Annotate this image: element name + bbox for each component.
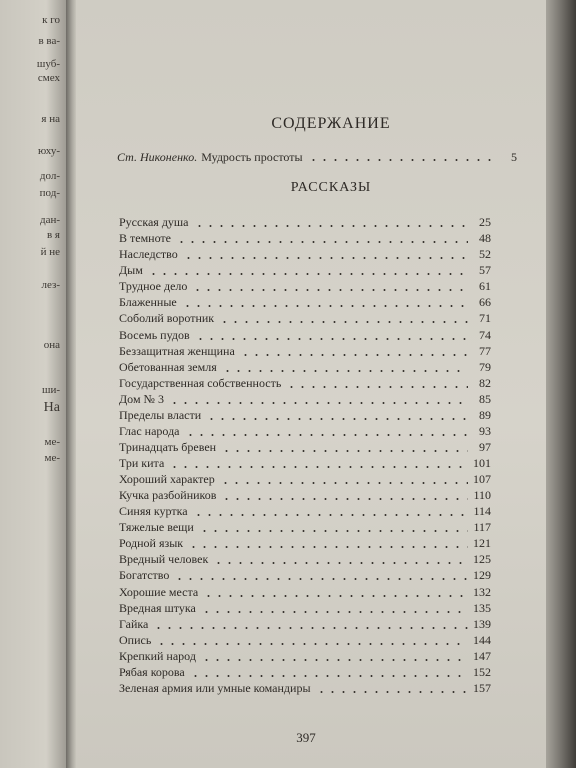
- preface-author: Ст. Никоненко.: [117, 150, 198, 164]
- story-page-number: 139: [473, 616, 491, 631]
- story-title: Обетованная земля: [119, 359, 217, 374]
- story-page-number: 25: [479, 215, 491, 230]
- dot-leader: [183, 257, 468, 259]
- toc-entry: [119, 358, 491, 374]
- dot-leader: [156, 643, 468, 645]
- left-page-text-fragment: шуб-: [36, 58, 60, 70]
- dot-leader: [182, 305, 468, 307]
- story-title: Хорошие места: [119, 584, 199, 599]
- left-page: [0, 0, 66, 768]
- story-title: Опись: [119, 632, 152, 647]
- dot-leader: [185, 434, 468, 436]
- dot-leader: [195, 338, 468, 340]
- story-title: Родной язык: [119, 536, 184, 551]
- dot-leader: [192, 289, 468, 291]
- preface-page-number: 5: [511, 150, 517, 164]
- dot-leader: [316, 691, 468, 693]
- toc-entry: [119, 486, 491, 502]
- story-title: Русская душа: [119, 215, 189, 230]
- dot-leader: [199, 530, 468, 532]
- toc-entry: [119, 679, 491, 695]
- page-number: 397: [296, 730, 316, 745]
- dot-leader: [222, 370, 468, 372]
- story-title: Гайка: [119, 616, 149, 631]
- story-title: Хороший характер: [119, 472, 215, 487]
- story-title: Дом № 3: [119, 391, 164, 406]
- left-page-text-fragment: дол-: [39, 170, 60, 182]
- preface-entry: [117, 150, 517, 168]
- story-title: Богатство: [119, 568, 170, 583]
- left-page-text-fragment: ме-: [44, 436, 60, 448]
- toc-entry: [119, 229, 491, 245]
- story-page-number: 97: [479, 439, 491, 454]
- story-page-number: 61: [479, 279, 491, 294]
- left-page-text-fragment: к го: [42, 14, 60, 26]
- story-page-number: 129: [473, 568, 491, 583]
- toc-entry: [119, 342, 491, 358]
- story-page-number: 79: [479, 359, 491, 374]
- story-page-number: 144: [473, 632, 491, 647]
- left-page-text-fragment: ши-: [41, 384, 60, 396]
- left-page-text-fragment: я на: [41, 113, 60, 125]
- toc-entry: [119, 566, 491, 582]
- story-page-number: 57: [479, 263, 491, 278]
- story-page-number: 132: [473, 584, 491, 599]
- dot-leader: [176, 241, 468, 243]
- story-page-number: 110: [473, 488, 491, 503]
- left-page-text-fragment: юху-: [37, 145, 60, 157]
- story-title: В темноте: [119, 231, 172, 246]
- toc-entry: [119, 647, 491, 663]
- left-page-text-fragment: смех: [37, 72, 60, 84]
- dot-leader: [194, 225, 469, 227]
- preface-title: Мудрость простоты: [201, 150, 303, 164]
- story-page-number: 82: [479, 375, 491, 390]
- story-title: Блаженные: [119, 295, 177, 310]
- right-page: [76, 0, 546, 768]
- dot-leader: [240, 354, 468, 356]
- toc-entry: [119, 245, 491, 261]
- story-title: Вредная штука: [119, 600, 196, 615]
- section-heading: РАССКАЗЫ: [290, 180, 372, 195]
- story-title: Зеленая армия или умные командиры: [119, 680, 311, 695]
- story-title: Тяжелые вещи: [119, 520, 194, 535]
- story-title: Синяя куртка: [119, 504, 188, 519]
- story-title: Вредный человек: [119, 552, 209, 567]
- toc-entry: [119, 454, 491, 470]
- story-title: Крепкий народ: [119, 648, 196, 663]
- toc-entry: [119, 325, 491, 341]
- story-page-number: 52: [479, 247, 491, 262]
- story-title: Кучка разбойников: [119, 488, 217, 503]
- dot-leader: [201, 659, 468, 661]
- story-title: Наследство: [119, 247, 178, 262]
- story-page-number: 135: [473, 600, 491, 615]
- left-page-text-fragment: в ва-: [38, 35, 60, 47]
- toc-entry: [119, 631, 491, 647]
- dot-leader: [206, 418, 468, 420]
- dot-leader: [221, 450, 468, 452]
- toc-entry: [119, 470, 491, 486]
- toc-entry: [119, 422, 491, 438]
- dot-leader: [193, 514, 468, 516]
- story-page-number: 117: [473, 520, 491, 535]
- story-page-number: 66: [479, 295, 491, 310]
- story-page-number: 89: [479, 407, 491, 422]
- left-page-text-fragment: й не: [40, 246, 60, 258]
- toc-entry: [119, 374, 491, 390]
- left-page-text-fragment: ме-: [44, 452, 60, 464]
- toc-entry: [119, 582, 491, 598]
- toc-list: [119, 213, 491, 695]
- story-page-number: 74: [479, 327, 491, 342]
- story-title: Восемь пудов: [119, 327, 190, 342]
- page-title: СОДЕРЖАНИЕ: [271, 115, 391, 132]
- toc-entry: [119, 406, 491, 422]
- story-page-number: 121: [473, 536, 491, 551]
- dot-leader: [308, 159, 494, 161]
- toc-entry: [119, 213, 491, 229]
- story-page-number: 85: [479, 391, 491, 406]
- dot-leader: [221, 498, 468, 500]
- toc-entry: [119, 293, 491, 309]
- dot-leader: [188, 546, 468, 548]
- toc-entry: [119, 550, 491, 566]
- story-title: Пределы власти: [119, 407, 202, 422]
- story-page-number: 125: [473, 552, 491, 567]
- toc-entry: [119, 390, 491, 406]
- story-title: Трудное дело: [119, 279, 188, 294]
- dot-leader: [169, 466, 468, 468]
- left-page-text-fragment: лез-: [41, 279, 60, 291]
- dot-leader: [174, 578, 468, 580]
- book-gutter: [66, 0, 76, 768]
- story-page-number: 101: [473, 456, 491, 470]
- left-page-text-fragment: она: [43, 339, 60, 351]
- dot-leader: [203, 595, 468, 597]
- dot-leader: [220, 482, 468, 484]
- toc-entry: [119, 663, 491, 679]
- toc-entry: [119, 599, 491, 615]
- dot-leader: [201, 611, 468, 613]
- story-page-number: 114: [473, 504, 491, 519]
- left-page-text-fragment: в я: [46, 229, 60, 241]
- toc-entry: [119, 277, 491, 293]
- toc-entry: [119, 502, 491, 518]
- story-page-number: 77: [479, 343, 491, 358]
- dot-leader: [169, 402, 468, 404]
- toc-entry: [119, 438, 491, 454]
- toc-entry: [119, 261, 491, 277]
- story-title: Рябая корова: [119, 664, 185, 679]
- page-edge-shadow: [546, 0, 576, 768]
- story-title: Беззащитная женщина: [119, 343, 235, 358]
- left-page-text-fragment: дан-: [39, 214, 60, 226]
- toc-entry: [119, 518, 491, 534]
- story-page-number: 157: [473, 680, 491, 695]
- dot-leader: [148, 273, 468, 275]
- story-page-number: 48: [479, 231, 491, 246]
- dot-leader: [213, 562, 468, 564]
- story-page-number: 71: [479, 311, 491, 326]
- story-page-number: 152: [473, 664, 491, 679]
- story-title: Три кита: [119, 456, 165, 470]
- story-title: Соболий воротник: [119, 311, 215, 326]
- story-page-number: 93: [479, 423, 491, 438]
- story-title: Тринадцать бревен: [119, 439, 217, 454]
- story-title: Глас народа: [119, 423, 180, 438]
- story-page-number: 147: [473, 648, 491, 663]
- story-page-number: 107: [473, 472, 491, 487]
- toc-entry: [119, 309, 491, 325]
- dot-leader: [190, 675, 468, 677]
- left-page-text-fragment: На: [43, 400, 60, 415]
- toc-entry: [119, 534, 491, 550]
- left-page-text-fragment: под-: [39, 187, 60, 199]
- story-title: Дым: [119, 263, 143, 278]
- dot-leader: [286, 386, 468, 388]
- story-title: Государственная собственность: [119, 375, 282, 390]
- toc-entry: [119, 615, 491, 631]
- dot-leader: [219, 321, 468, 323]
- dot-leader: [153, 627, 468, 629]
